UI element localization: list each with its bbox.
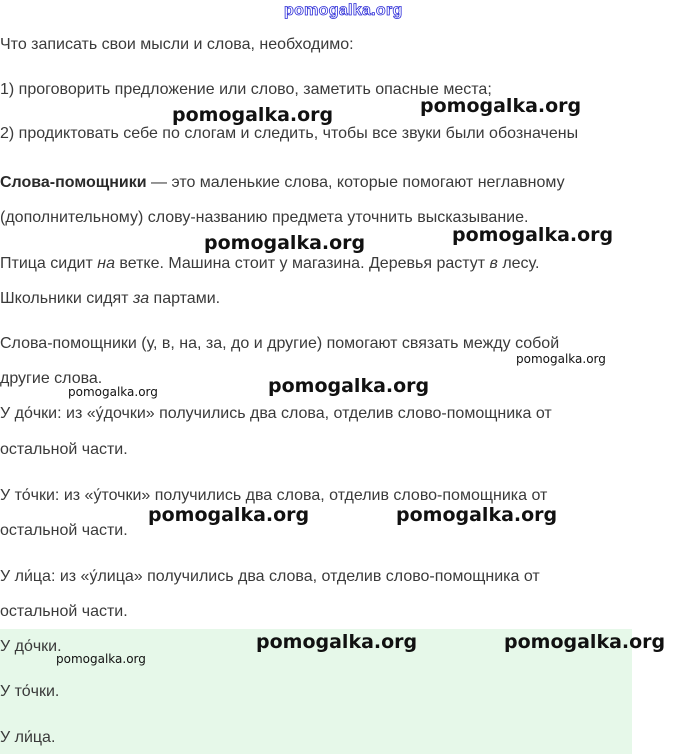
definition-text: — это маленькие слова, которые помогают неглавному xyxy=(146,174,565,191)
watermark: pomogalka.org xyxy=(256,631,418,653)
word-2-line-2: остальной части. xyxy=(0,522,128,539)
example-text: Школьники сидят xyxy=(0,290,133,307)
watermark: pomogalka.org xyxy=(68,385,158,399)
definition-line-1 xyxy=(0,173,565,193)
example-text: Птица сидит xyxy=(0,255,98,272)
watermark: pomogalka.org xyxy=(268,375,430,397)
helpers-line-2: другие слова. xyxy=(0,370,103,387)
watermark: pomogalka.org xyxy=(148,504,310,526)
example-helper-word: на xyxy=(97,255,115,272)
example-text: партами. xyxy=(149,290,221,307)
answer-3: У ли́ца. xyxy=(0,729,56,746)
top-watermark: pomogalka.org xyxy=(284,2,403,19)
term-bold: Слова-помощники xyxy=(0,174,147,191)
watermark: pomogalka.org xyxy=(452,224,614,246)
example-line-1 xyxy=(0,254,539,274)
example-helper-word: за xyxy=(132,290,150,307)
watermark: pomogalka.org xyxy=(204,232,366,254)
example-line-2 xyxy=(0,289,220,309)
word-3-line-1: У ли́ца: из «у́лица» получились два слова, отделив слово-помощника от xyxy=(0,568,540,585)
watermark: pomogalka.org xyxy=(420,95,582,117)
word-2-line-1: У то́чки: из «у́точки» получились два слова, отделив слово-помощника от xyxy=(0,487,548,504)
helpers-line-1: Слова-помощники (у, в, на, за, до и другие) помогают связать между собой xyxy=(0,335,560,352)
rule-step-1: 1) проговорить предложение или слово, заметить опасные места; xyxy=(0,81,492,98)
watermark: pomogalka.org xyxy=(504,631,666,653)
definition-line-2: (дополнительному) слову-названию предмета уточнить высказывание. xyxy=(0,209,529,226)
answer-1: У до́чки. xyxy=(0,638,62,655)
watermark: pomogalka.org xyxy=(56,652,146,666)
word-3-line-2: остальной части. xyxy=(0,603,128,620)
word-1-line-2: остальной части. xyxy=(0,441,128,458)
example-helper-word: в xyxy=(489,255,498,272)
paragraph-intro: Что записать свои мысли и слова, необходимо: xyxy=(0,36,354,53)
watermark: pomogalka.org xyxy=(516,352,606,366)
answer-2: У то́чки. xyxy=(0,683,60,700)
word-1-line-1: У до́чки: из «у́дочки» получились два слова, отделив слово-помощника от xyxy=(0,405,552,422)
example-text: ветке. Машина стоит у магазина. Деревья растут xyxy=(114,255,490,272)
rule-step-2: 2) продиктовать себе по слогам и следить, чтобы все звуки были обозначены xyxy=(0,125,579,142)
watermark: pomogalka.org xyxy=(396,504,558,526)
watermark: pomogalka.org xyxy=(172,104,334,126)
example-text: лесу. xyxy=(497,255,540,272)
